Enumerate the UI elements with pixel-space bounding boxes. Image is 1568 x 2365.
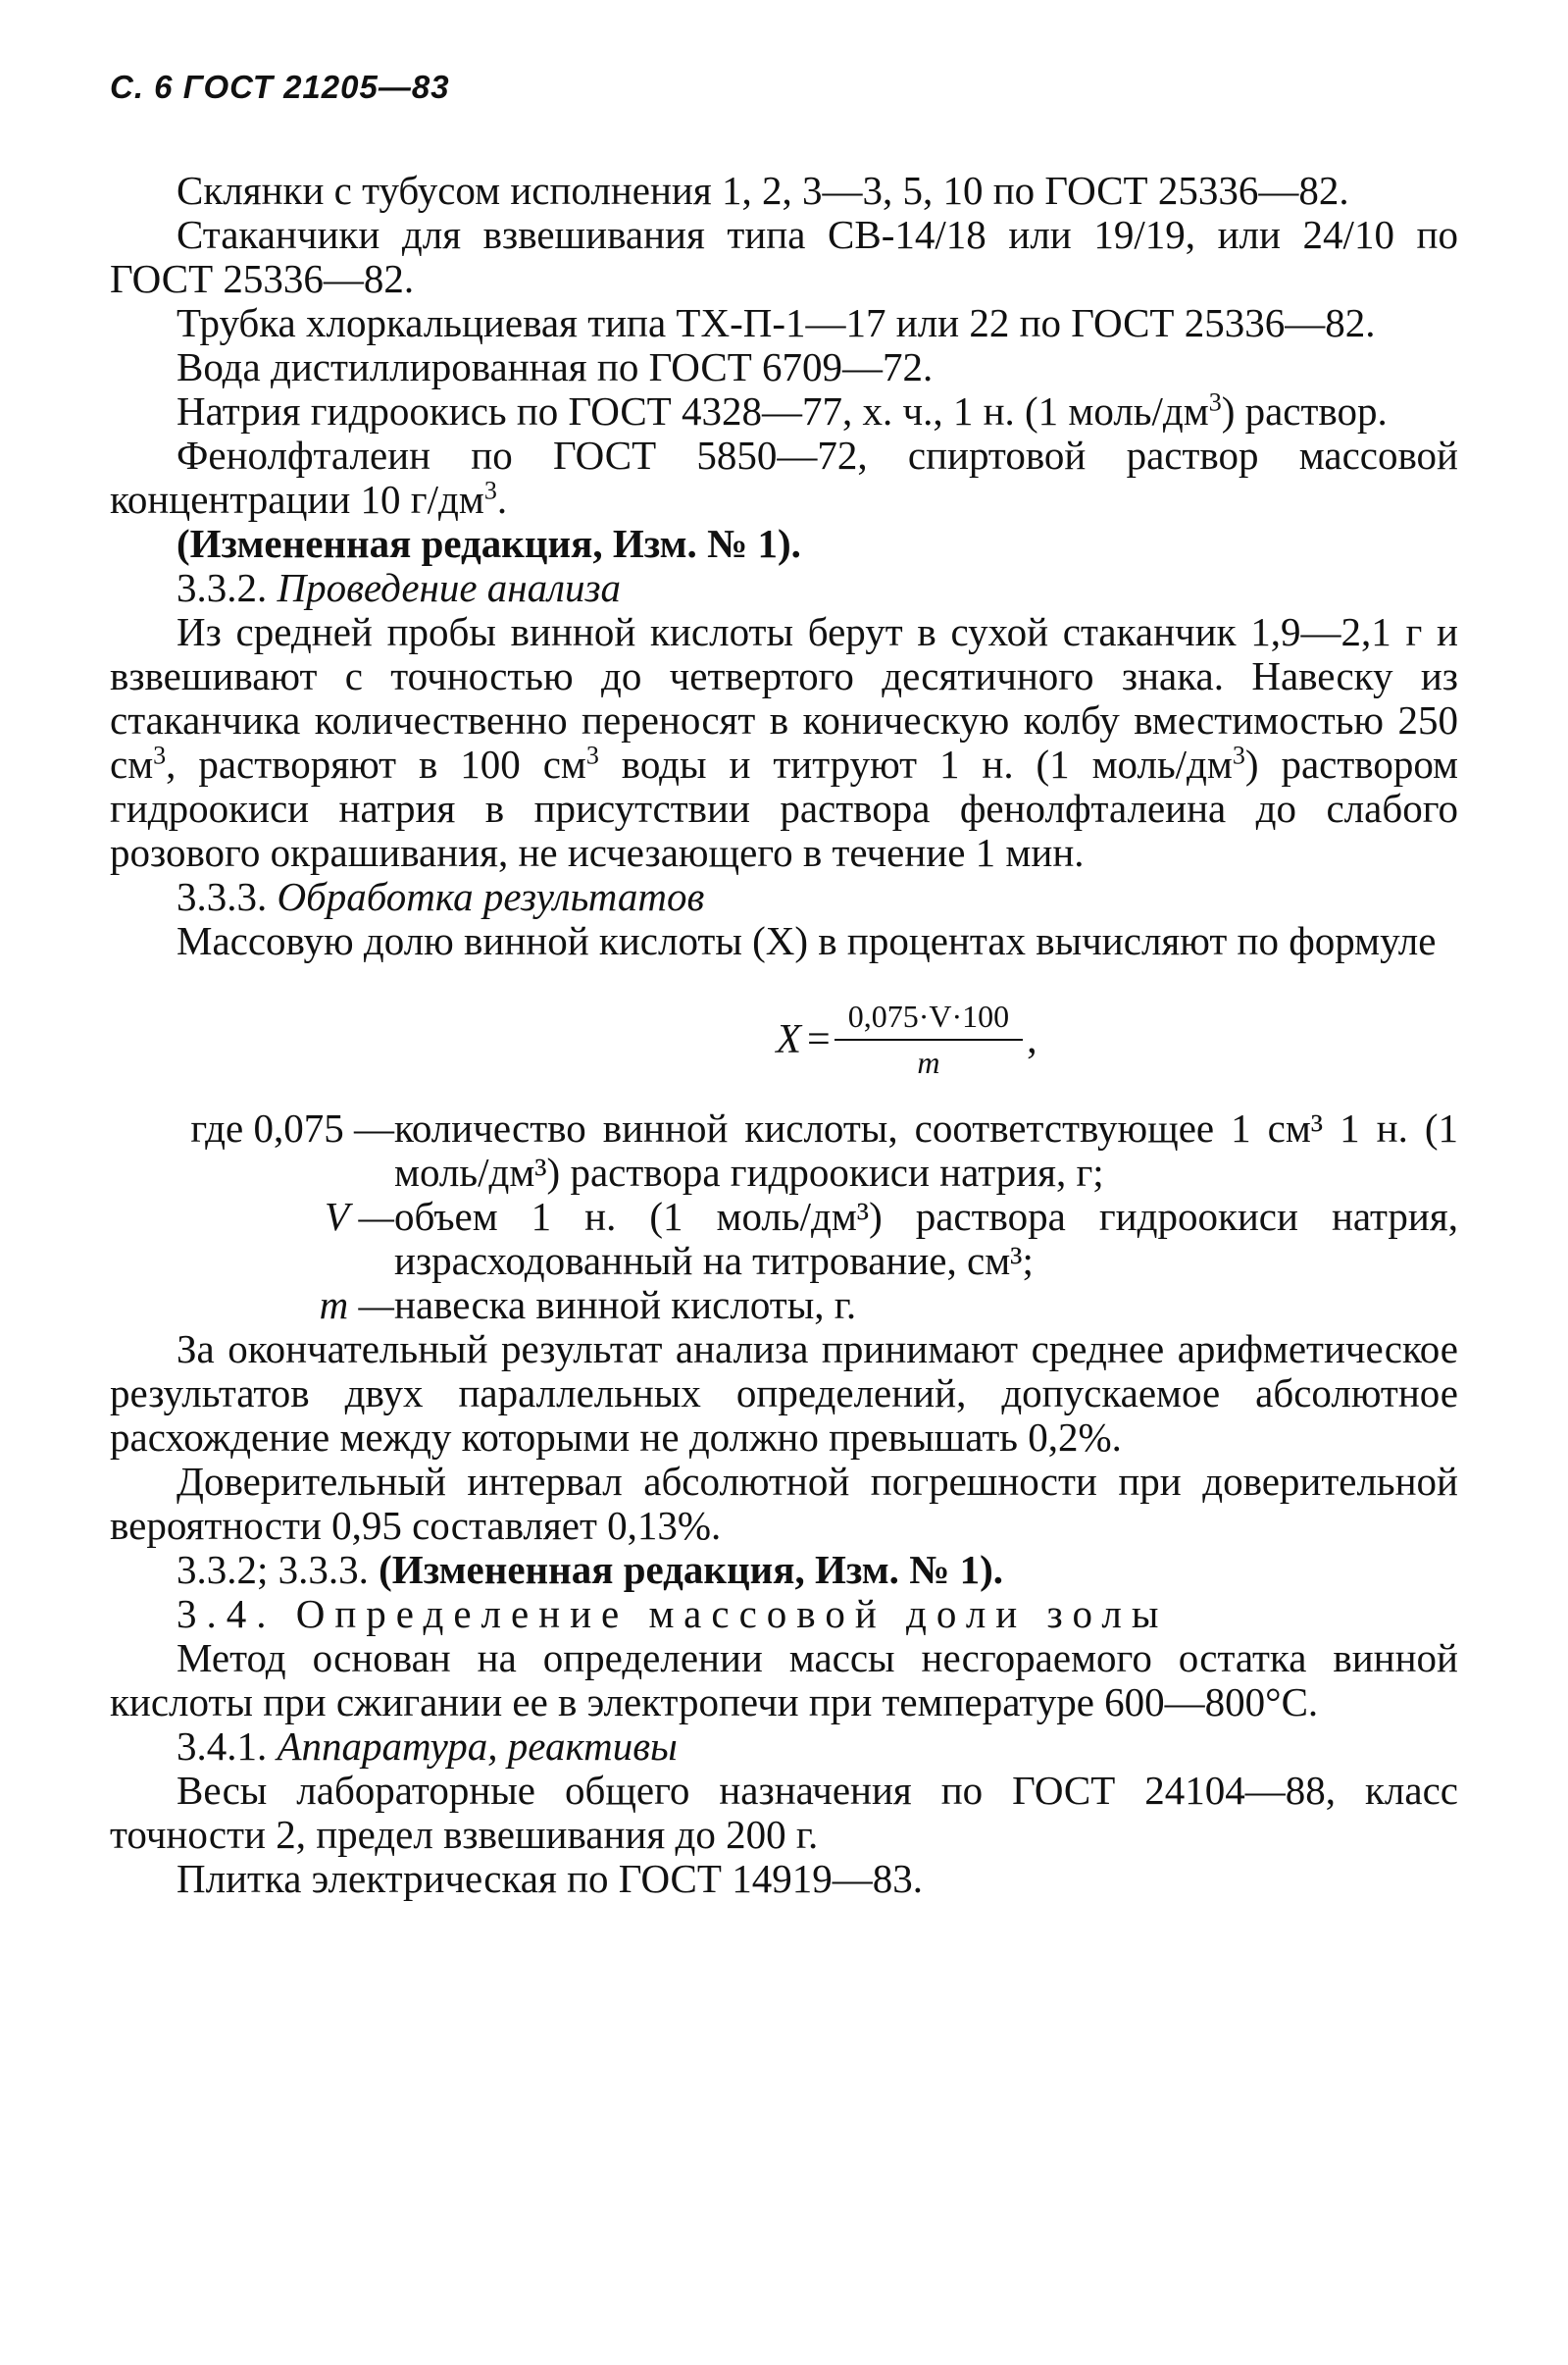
formula-fraction — [835, 999, 1023, 1081]
legend-row — [110, 1283, 1458, 1327]
paragraph-ash-method: Метод основан на определении массы несгораемого остатка винной кислоты при сжигании ее в электропечи при температуре 600—800°С. — [110, 1635, 1458, 1724]
section-3-3-2-heading: 3.3.2. Проведение анализа — [177, 565, 622, 610]
paragraph-sodium-hydroxide: Натрия гидроокись по ГОСТ 4328—77, х. ч., 1 н. (1 моль/$дм^3$) раствор. — [177, 387, 1388, 434]
document-page — [110, 69, 1458, 1901]
legend-text: навеска винной кислоты, г. — [394, 1282, 857, 1327]
page-header: С. 6 ГОСТ 21205—83 — [110, 69, 450, 105]
formula — [355, 991, 1458, 1089]
formula-legend — [110, 1106, 1458, 1327]
paragraph-final-result: За окончательный результат анализа принимают среднее арифметическое результатов двух параллельных определений, допускаемое абсолютное расхождение между которыми не должно превышать 0,2%. — [110, 1326, 1458, 1460]
paragraph-weighing-cups: Стаканчики для взвешивания типа СВ-14/18 или 19/19, или 24/10 по ГОСТ 25336—82. — [110, 212, 1458, 301]
amendment-note-1: (Измененная редакция, Изм. № 1). — [177, 521, 801, 566]
formula-lhs: X — [776, 1017, 802, 1062]
paragraph-distilled-water: Вода дистиллированная по ГОСТ 6709—72. — [177, 344, 934, 389]
paragraph-electric-hotplate: Плитка электрическая по ГОСТ 14919—83. — [177, 1856, 923, 1901]
legend-symbol: V — — [324, 1194, 394, 1239]
formula-eq: = — [807, 1017, 831, 1062]
legend-row — [110, 1195, 1458, 1283]
legend-symbol: где 0,075 — — [190, 1105, 394, 1151]
paragraph-confidence-interval: Доверительный интервал абсолютной погрешности при доверительной вероятности 0,95 составляет 0,13%. — [110, 1459, 1458, 1548]
legend-symbol: m — — [319, 1282, 394, 1327]
formula-tail: , — [1027, 1017, 1037, 1062]
section-3-4-1-heading: 3.4.1. Аппаратура, реактивы — [177, 1723, 678, 1769]
legend-row — [110, 1106, 1458, 1195]
formula-denominator: m — [917, 1045, 940, 1080]
paragraph-phenolphthalein: Фенолфталеин по ГОСТ 5850—72, спиртовой раствор массовой концентрации 10 $г/дм^3$. — [110, 433, 1458, 522]
section-3-3-3-heading: 3.3.3. Обработка результатов — [177, 874, 705, 919]
section-3-4-heading: 3.4. Определение массовой доли золы — [177, 1591, 1169, 1636]
legend-text: объем 1 н. (1 моль/дм³) раствора гидроокиси натрия, израсходованный на титрование, см³; — [394, 1194, 1458, 1283]
legend-text: количество винной кислоты, соответствующее 1 см³ 1 н. (1 моль/дм³) раствора гидроокиси натрия, г; — [394, 1105, 1458, 1195]
amendment-note-2: 3.3.2; 3.3.3. (Измененная редакция, Изм. № 1). — [177, 1547, 1004, 1592]
paragraph-chlorcalcium-tube: Трубка хлоркальциевая типа ТХ-П-1—17 или 22 по ГОСТ 25336—82. — [177, 300, 1376, 345]
paragraph-flasks: Склянки с тубусом исполнения 1, 2, 3—3, 5, 10 по ГОСТ 25336—82. — [177, 168, 1349, 213]
paragraph-scales: Весы лабораторные общего назначения по ГОСТ 24104—88, класс точности 2, предел взвешивания до 200 г. — [110, 1768, 1458, 1857]
paragraph-analysis-procedure: Из средней пробы винной кислоты берут в сухой стаканчик 1,9—2,1 г и взвешивают с точностью до четвертого десятичного знака. Навеску из стаканчика количественно переносят в коническую колбу вместимостью 250 $см^3$, растворяют в 100 $см^3$ воды и титруют 1 н. (1 моль/$дм^3$) раствором гидроокиси натрия в присутствии раствора фенолфталеина до слабого розового окрашивания, не исчезающего в течение 1 мин. — [110, 609, 1459, 875]
formula-numerator: 0,075·V·100 — [835, 999, 1023, 1041]
paragraph-mass-fraction-intro: Массовую долю винной кислоты (X) в процентах вычисляют по формуле — [177, 918, 1437, 963]
